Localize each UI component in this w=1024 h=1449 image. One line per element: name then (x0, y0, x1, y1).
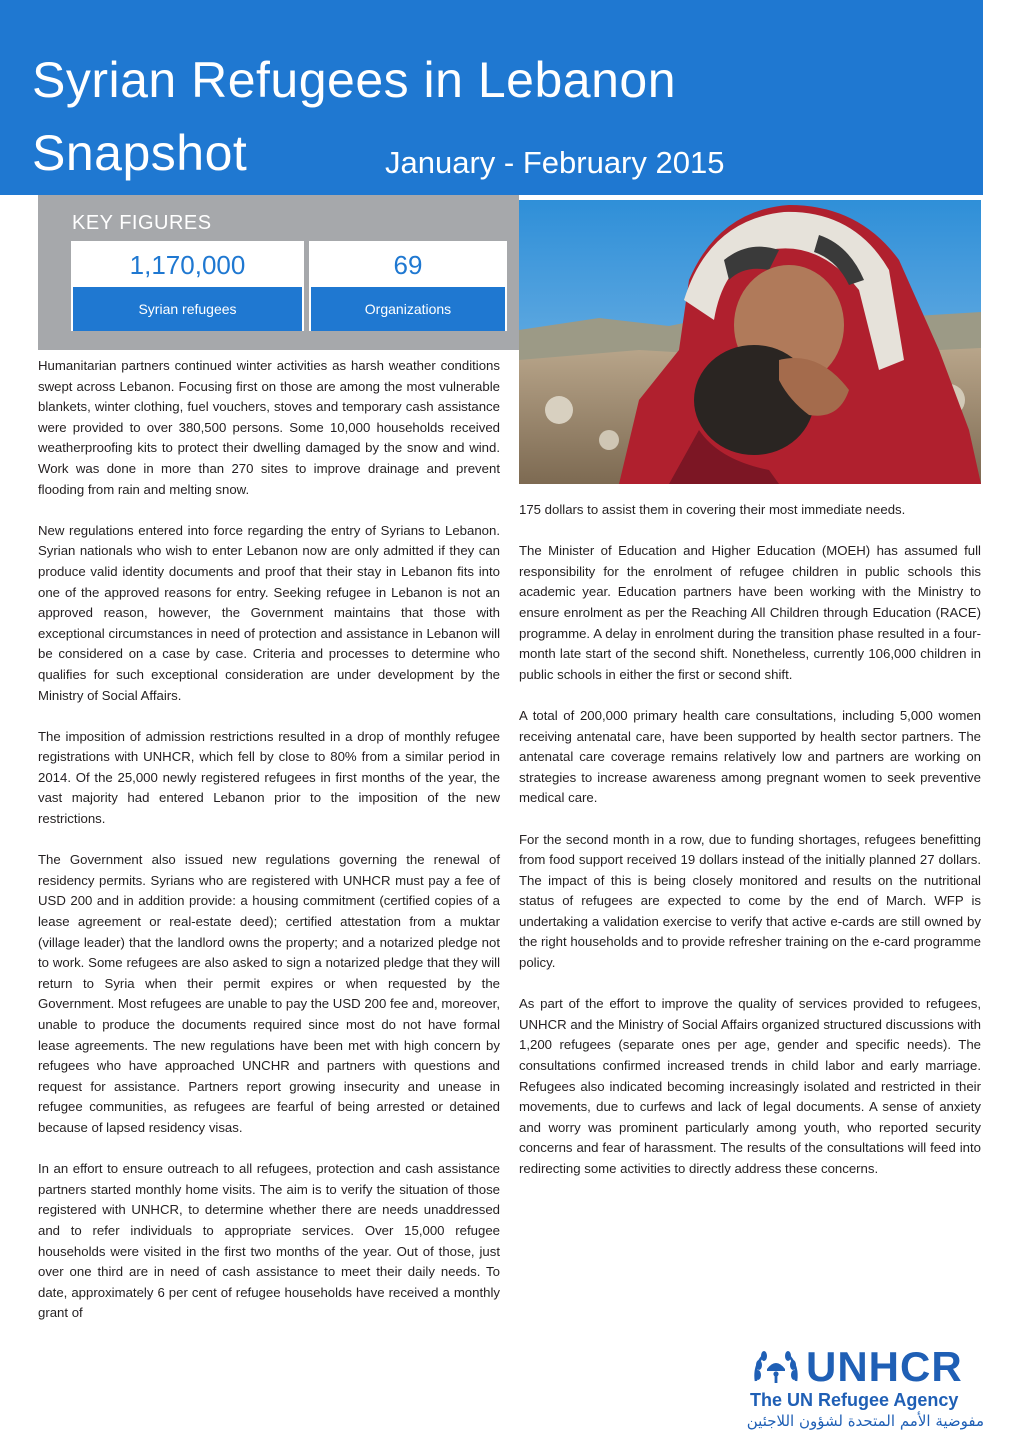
unhcr-emblem-icon (750, 1347, 802, 1387)
body-paragraph: As part of the effort to improve the quality of services provided to refugees, UNHCR and the Ministry of Social Affairs organized structured discussions with 1,200 refugees (separate ones per age, gender and specific needs). The consultations confirmed increased trends in child labor and early marriage. Refugees also indicated becoming increasingly isolated and restricted in their movements, due to curfews and lack of legal documents. A sense of anxiety and worry was prominent particularly among youth, who reported security concerns and fear of harassment. The results of the consultations will feed into redirecting some activities to directly address these concerns. (519, 996, 981, 1176)
key-figure-value: 1,170,000 (129, 250, 246, 280)
header-banner (0, 0, 983, 195)
key-figure-refugees (71, 241, 304, 331)
key-figure-label: Organizations (311, 287, 505, 331)
body-paragraph: Humanitarian partners continued winter activities as harsh weather conditions swept across Lebanon. Focusing first on those are among the most vulnerable blankets, winter clothing, fuel vouchers, stoves and temporary cash assistance were provided to over 380,500 persons. Some 10,000 households received weatherproofing kits to protect their dwelling damaged by the snow and wind. Work was done in more than 270 sites to improve drainage and prevent flooding from rain and melting snow. (38, 358, 500, 497)
body-paragraph: The Government also issued new regulations governing the renewal of residency permits. Syrians who are registered with UNHCR must pay a fee of USD 200 and in addition provide: a housing commitment (certified copies of a lease agreement or real-estate deed); certified attestation from a muktar (village leader) that the landlord owns the property; and a notarized pledge not to work. Some refugees are also asked to sign a notarized pledge that they will return to Syria when their permit expires or when requested by the Government. Most refugees are unable to pay the USD 200 fee and, moreover, unable to produce the documents required since most do not have formal lease agreements. The new regulations have been met with high concern by refugees who have approached UNCHR and partners with questions and request for assistance. Partners report growing insecurity and unease in refugee communities, as refugees are fearful of being arrested or detained because of lapsed residency visas. (38, 852, 500, 1135)
logo-arabic-tagline: مفوضية الأمم المتحدة لشؤون اللاجئين (746, 1412, 984, 1430)
logo-wordmark: UNHCR (806, 1343, 963, 1390)
key-figures-title: KEY FIGURES (72, 212, 212, 234)
report-period: January - February 2015 (385, 145, 725, 180)
title-line-2: Snapshot (32, 125, 248, 181)
logo-tagline: The UN Refugee Agency (750, 1390, 959, 1410)
body-left-column (38, 356, 500, 1345)
body-paragraph: A total of 200,000 primary health care consultations, including 5,000 women receiving antenatal care, have been supported by health sector partners. The antenatal care coverage remains relatively low and partners are working on strategies to increase awareness among pregnant women to seek preventive medical care. (519, 707, 981, 806)
cover-photo (519, 200, 981, 484)
key-figure-label: Syrian refugees (73, 287, 302, 331)
body-paragraph: 175 dollars to assist them in covering their most immediate needs. (519, 502, 906, 517)
key-figure-value: 69 (393, 250, 423, 280)
body-paragraph: New regulations entered into force regarding the entry of Syrians to Lebanon. Syrian nationals who wish to enter Lebanon now are only admitted if they can produce valid identity documents and proof that their stay in Lebanon fits into one of the approved reasons for entry. Seeking refugee in Lebanon is not an approved reason, however, the Government maintains that those with exceptional circumstances in need of protection and assistance in Lebanon will be considered on a case by case. Criteria and processes to determine who qualifies for such exceptional consideration are under development by the Ministry of Social Affairs. (38, 522, 500, 703)
body-paragraph: The imposition of admission restrictions resulted in a drop of monthly refugee registrations with UNHCR, which fell by close to 80% from a similar period in 2014. Of the 25,000 newly registered refugees in first months of the year, the vast majority had entered Lebanon prior to the imposition of the new restrictions. (38, 728, 500, 827)
title-line-1: Syrian Refugees in Lebanon (32, 52, 677, 108)
body-paragraph: The Minister of Education and Higher Education (MOEH) has assumed full responsibility for the enrolment of refugee children in public schools this academic year. Education partners have been working with the Ministry to ensure enrolment as per the Reaching All Children through Education (RACE) programme. A delay in enrolment during the transition phase resulted in a four-month late start of the second shift. Nonetheless, currently 106,000 children in public schools in either the first or second shift. (519, 543, 981, 682)
photo-illustration (519, 200, 981, 484)
body-paragraph: For the second month in a row, due to funding shortages, refugees benefitting from food support received 19 dollars instead of the initially planned 27 dollars. The impact of this is being closely monitored and results on the nutritional status of refugees are expected to come by the end of March. WFP is undertaking a validation exercise to verify that active e-cards are still owned by the right households and to provide refresher training on the e-card programme policy. (519, 831, 981, 971)
key-figure-organizations (309, 241, 507, 331)
body-right-column (519, 500, 981, 1200)
body-paragraph: In an effort to ensure outreach to all refugees, protection and cash assistance partners started monthly home visits. The aim is to verify the situation of those registered with UNHCR, to determine whether there are needs unaddressed and to refer individuals to appropriate services. Over 15,000 refugee households were visited in the first two months of the year. Out of those, just over one third are in need of cash assistance to meet their daily needs. To date, approximately 6 per cent of refugee households have received a monthly grant of (38, 1161, 500, 1321)
unhcr-logo (748, 1343, 984, 1433)
